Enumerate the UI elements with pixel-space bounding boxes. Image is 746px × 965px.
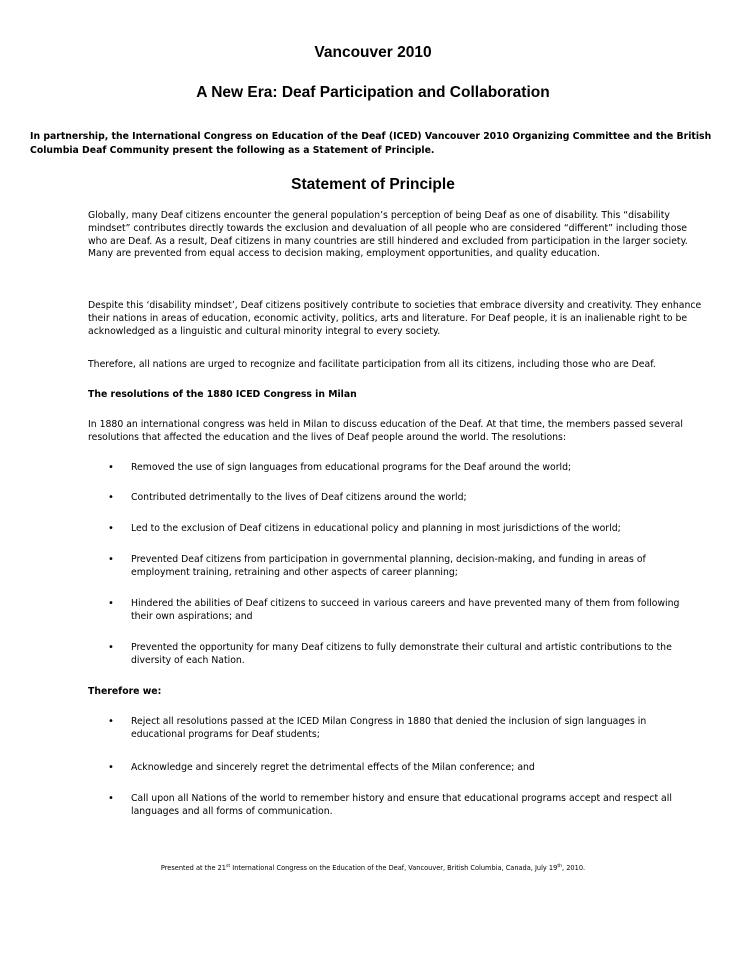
bullet-icon: • bbox=[108, 642, 114, 653]
therefore-heading: Therefore we: bbox=[88, 686, 162, 697]
list-item-text: Removed the use of sign languages from educational programs for the Deaf around the world; bbox=[131, 462, 572, 473]
bullet-icon: • bbox=[108, 523, 114, 534]
list-item-text: Call upon all Nations of the world to remember history and ensure that educational programs accept and respect all languages and all forms of communication. bbox=[131, 793, 672, 817]
paragraph-nations-urged bbox=[88, 359, 706, 372]
footer-superscript: th bbox=[557, 864, 563, 869]
list-item-text: Contributed detrimentally to the lives of Deaf citizens around the world; bbox=[131, 492, 467, 503]
footer-superscript: st bbox=[225, 864, 231, 869]
resolutions-heading: The resolutions of the 1880 ICED Congress in Milan bbox=[88, 389, 357, 400]
list-item-text: Reject all resolutions passed at the ICED Milan Congress in 1880 that denied the inclusion of sign languages in educational programs for Deaf students; bbox=[131, 716, 647, 740]
paragraph-text: Despite this ‘disability mindset’, Deaf citizens positively contribute to societies that embrace diversity and creativity. They enhance their nations in areas of education, economic activity, politics, arts and literature. For Deaf people, it is an inalienable right to be acknowledged as a linguistic and cultural minority integral to every society. bbox=[88, 300, 702, 337]
bullet-icon: • bbox=[108, 554, 114, 565]
bullet-icon: • bbox=[108, 716, 114, 727]
footer-text: International Congress on the Education of the Deaf, Vancouver, British Columbia, Canada, July 19 bbox=[230, 864, 558, 873]
bullet-icon: • bbox=[108, 598, 114, 609]
footer-note bbox=[0, 864, 746, 872]
list-item-text: Acknowledge and sincerely regret the detrimental effects of the Milan conference; and bbox=[131, 762, 535, 773]
list-item-text: Prevented the opportunity for many Deaf citizens to fully demonstrate their cultural and artistic contributions to the diversity of each Nation. bbox=[131, 642, 672, 666]
list-item-text: Led to the exclusion of Deaf citizens in educational policy and planning in most jurisdictions of the world; bbox=[131, 523, 621, 534]
bullet-icon: • bbox=[108, 462, 114, 473]
footer-text: , 2010. bbox=[562, 864, 586, 873]
list-item-text: Prevented Deaf citizens from participation in governmental planning, decision-making, and funding in areas of employment training, retraining and other aspects of career planning; bbox=[131, 554, 646, 578]
resolutions-intro-paragraph bbox=[88, 419, 706, 445]
footer-text: Presented at the 21 bbox=[160, 864, 226, 873]
document-title: Vancouver 2010 bbox=[314, 44, 432, 61]
paragraph-text: In 1880 an international congress was held in Milan to discuss education of the Deaf. At that time, the members passed several resolutions that affected the education and the lives of Deaf people around the world. The resolutions: bbox=[88, 419, 683, 443]
paragraph-disability-mindset bbox=[88, 210, 706, 261]
list-item-text: Hindered the abilities of Deaf citizens to succeed in various careers and have prevented many of them from following their own aspirations; and bbox=[131, 598, 680, 622]
bullet-icon: • bbox=[108, 793, 114, 804]
paragraph-text: Therefore, all nations are urged to recognize and facilitate participation from all its citizens, including those who are Deaf. bbox=[88, 359, 656, 370]
document-subtitle: A New Era: Deaf Participation and Collaboration bbox=[196, 84, 550, 101]
bullet-icon: • bbox=[108, 762, 114, 773]
statement-heading: Statement of Principle bbox=[291, 176, 455, 193]
intro-paragraph: In partnership, the International Congress on Education of the Deaf (ICED) Vancouver 2010 Organizing Committee and the British Columbia Deaf Community present the following as a Statement of Principle. bbox=[30, 131, 712, 156]
paragraph-contributions bbox=[88, 300, 706, 338]
bullet-icon: • bbox=[108, 492, 114, 503]
paragraph-text: Globally, many Deaf citizens encounter the general population’s perception of being Deaf as one of disability. This “disability mindset” contributes directly towards the exclusion and devaluation of all people who are considered “different” including those who are Deaf. As a result, Deaf citizens in many countries are still hindered and excluded from participation in the larger society. Many are prevented from equal access to decision making, employment opportunities, and quality education. bbox=[88, 210, 688, 260]
